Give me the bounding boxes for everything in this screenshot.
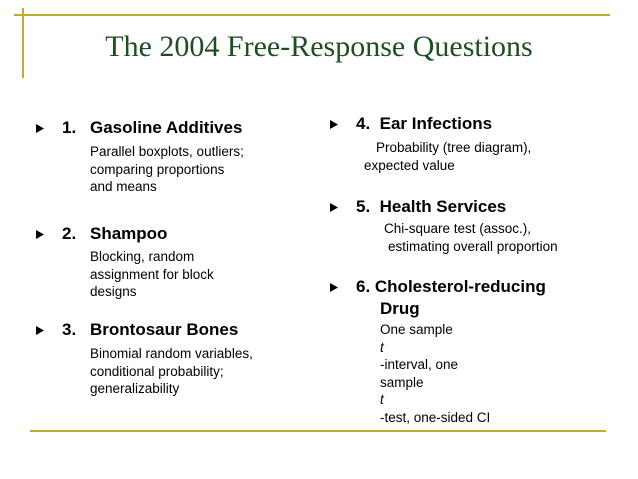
- item-1-number: 1.: [62, 118, 77, 137]
- item-3-number: 3.: [62, 320, 77, 339]
- item-3-description: [90, 345, 253, 398]
- bullet-icon: [36, 326, 44, 335]
- description-line: comparing proportions: [90, 161, 225, 177]
- item-1-title: Gasoline Additives: [90, 118, 243, 137]
- item-1-heading: [62, 117, 242, 139]
- description-line: Parallel boxplots, outliers;: [90, 144, 244, 159]
- description-line: conditional probability;: [90, 363, 224, 379]
- item-6-heading: [356, 276, 546, 320]
- item-2-heading: [62, 223, 167, 245]
- description-line: sample t -test, one-sided CI: [380, 374, 491, 425]
- item-6-title-line1: 6. Cholesterol-reducing: [356, 277, 546, 296]
- item-5-description: [384, 220, 558, 255]
- description-line: generalizability: [90, 381, 180, 396]
- description-line: assignment for block: [90, 266, 214, 282]
- slide-title: The 2004 Free-Response Questions: [105, 30, 533, 63]
- item-1-description: [90, 143, 244, 196]
- item-2-title: Shampoo: [90, 224, 168, 243]
- description-line: One sample t -interval, one: [380, 322, 459, 372]
- description-line: and means: [90, 179, 157, 194]
- description-line: designs: [90, 284, 137, 299]
- top-accent-line: [14, 14, 610, 16]
- item-4-description: [364, 139, 532, 174]
- bullet-icon: [330, 120, 338, 129]
- description-line: Blocking, random: [90, 249, 195, 264]
- bullet-icon: [36, 230, 44, 239]
- bullet-icon: [330, 203, 338, 212]
- description-line: Chi-square test (assoc.),: [384, 221, 532, 236]
- item-3-heading: [62, 319, 238, 341]
- item-4-heading: 4. Ear Infections: [356, 114, 493, 133]
- bullet-icon: [36, 124, 44, 133]
- item-2-number: 2.: [62, 224, 77, 243]
- item-2-description: [90, 248, 214, 301]
- item-5-heading: 5. Health Services: [356, 197, 507, 216]
- item-6-title-line2: Drug: [380, 299, 420, 318]
- description-line: estimating overall proportion: [388, 238, 558, 254]
- bottom-accent-line: [30, 430, 606, 432]
- item-6-description: [380, 321, 490, 426]
- description-line: expected value: [364, 157, 455, 173]
- item-3-title: Brontosaur Bones: [90, 320, 239, 339]
- bullet-icon: [330, 283, 338, 292]
- description-line: Probability (tree diagram),: [376, 140, 532, 155]
- description-line: Binomial random variables,: [90, 346, 253, 361]
